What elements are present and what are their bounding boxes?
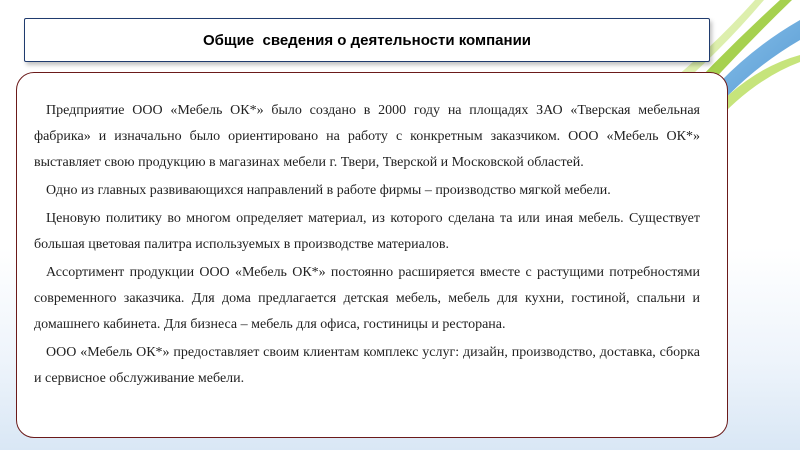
paragraph-pricing: Ценовую политику во многом определяет материал, из которого сделана та или иная мебель. Существует большая цветовая палитра используемых в производстве материалов. [34,211,700,252]
paragraph-soft-furniture: Одно из главных развивающихся направлений в работе фирмы – производство мягкой мебели. [46,183,611,198]
slide-title: Общие сведения о деятельности компании [202,31,532,49]
paragraph-services: ООО «Мебель ОК*» предоставляет своим клиентам комплекс услуг: дизайн, производство, доставка, сборка и сервисное обслуживание мебели. [34,345,700,386]
title-box [24,18,710,62]
paragraph-history: Предприятие ООО «Мебель ОК*» было создано в 2000 году на площадях ЗАО «Тверская мебельная фабрика» и изначально было ориентировано на работу с конкретным заказчиком. ООО «Мебель ОК*» выставляет свою продукцию в магазинах мебели г. Твери, Тверской и Московской областей. [34,103,700,170]
content-text [34,98,700,394]
paragraph-assortment: Ассортимент продукции ООО «Мебель ОК*» постоянно расширяется вместе с растущими потребностями современного заказчика. Для дома предлагается детская мебель, мебель для кухни, гостиной, спальни и домашнего кабинета. Для бизнеса – мебель для офиса, гостиницы и ресторана. [34,265,700,332]
